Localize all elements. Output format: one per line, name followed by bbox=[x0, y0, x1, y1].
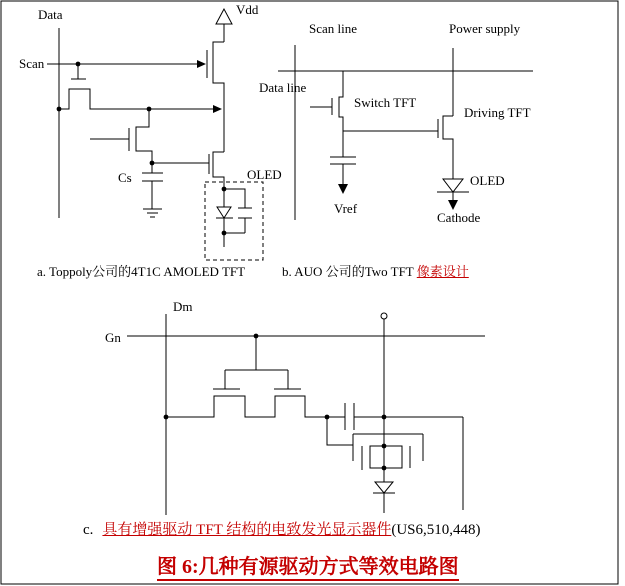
caption-b-text: b. AUO 公司的Two TFT bbox=[282, 264, 417, 279]
caption-a-text: a. Toppoly公司的4T1C AMOLED TFT bbox=[37, 264, 246, 279]
a-label-oled: OLED bbox=[247, 167, 282, 182]
b-label-oled: OLED bbox=[470, 173, 505, 188]
c-gate-tee bbox=[225, 336, 288, 389]
a-scan-arrowhead bbox=[197, 60, 206, 68]
circuit-b-schematic bbox=[278, 45, 533, 220]
b-label-power-supply: Power supply bbox=[449, 21, 521, 36]
b-switch-tft-channel bbox=[339, 71, 343, 131]
c-channel-rect bbox=[370, 446, 402, 468]
b-oled-diode-bar bbox=[437, 192, 469, 201]
b-vref-arrowhead bbox=[338, 184, 348, 194]
a-oled-dashed-box bbox=[205, 182, 263, 260]
a-tft2-channel bbox=[136, 109, 152, 163]
a-label-scan: Scan bbox=[19, 56, 45, 71]
a-ground-symbol bbox=[143, 209, 162, 217]
c-inner-channel-bars bbox=[362, 446, 410, 470]
a-label-data: Data bbox=[38, 7, 63, 22]
c-source-row bbox=[166, 396, 345, 417]
b-cathode-arrowhead bbox=[448, 200, 458, 210]
circuit-a-schematic bbox=[47, 9, 263, 260]
c-series-capacitor bbox=[345, 403, 463, 430]
caption-c bbox=[83, 521, 481, 539]
c-gate-feed bbox=[327, 417, 353, 445]
caption-c-prefix: c. bbox=[83, 522, 94, 538]
a-m1-channel bbox=[213, 42, 224, 152]
page-border bbox=[1, 1, 618, 584]
b-label-data-line: Data line bbox=[259, 80, 307, 95]
c-outer-gate-structure bbox=[353, 434, 423, 461]
a-tft2-gate bbox=[90, 128, 129, 151]
circuit-c-schematic bbox=[127, 313, 485, 515]
b-driving-tft-channel bbox=[443, 116, 453, 179]
b-label-switch-tft: Switch TFT bbox=[354, 95, 417, 110]
c-diode-triangle bbox=[375, 482, 393, 493]
caption-a bbox=[37, 264, 245, 280]
b-label-vref: Vref bbox=[334, 201, 358, 216]
a-oled-diode-triangle bbox=[217, 207, 231, 218]
c-label-gn: Gn bbox=[105, 330, 121, 345]
c-diode-bar bbox=[373, 493, 395, 513]
b-label-scan-line: Scan line bbox=[309, 21, 358, 36]
figure-caption: 图 6:几种有源驱动方式等效电路图 bbox=[157, 556, 459, 581]
b-label-cathode: Cathode bbox=[437, 210, 481, 225]
b-storage-capacitor bbox=[330, 131, 356, 185]
c-terminal-circle bbox=[381, 313, 387, 319]
a-m2-channel bbox=[213, 152, 224, 189]
caption-c-patent: (US6,510,448) bbox=[391, 522, 481, 538]
caption-b bbox=[282, 264, 469, 280]
caption-c-link[interactable]: 具有增强驱动 TFT 结构的电致发光显示器件 bbox=[102, 522, 392, 538]
b-oled-diode-triangle bbox=[443, 179, 463, 192]
a-data-node-dot bbox=[57, 107, 62, 112]
c-dm-node-dot bbox=[164, 415, 169, 420]
a-vdd-triangle bbox=[216, 9, 232, 24]
b-switch-tft-gate bbox=[310, 98, 332, 115]
a-cs-capacitor bbox=[142, 163, 163, 209]
caption-b-link[interactable]: 像素设计 bbox=[416, 264, 469, 279]
a-node-row bbox=[59, 89, 213, 109]
a-switch-tft-gate bbox=[71, 64, 86, 79]
a-label-cs: Cs bbox=[118, 170, 132, 185]
b-label-driving-tft: Driving TFT bbox=[464, 105, 531, 120]
a-node-row-arrowhead bbox=[213, 105, 222, 113]
c-label-dm: Dm bbox=[173, 299, 193, 314]
a-label-vdd: Vdd bbox=[236, 2, 259, 17]
